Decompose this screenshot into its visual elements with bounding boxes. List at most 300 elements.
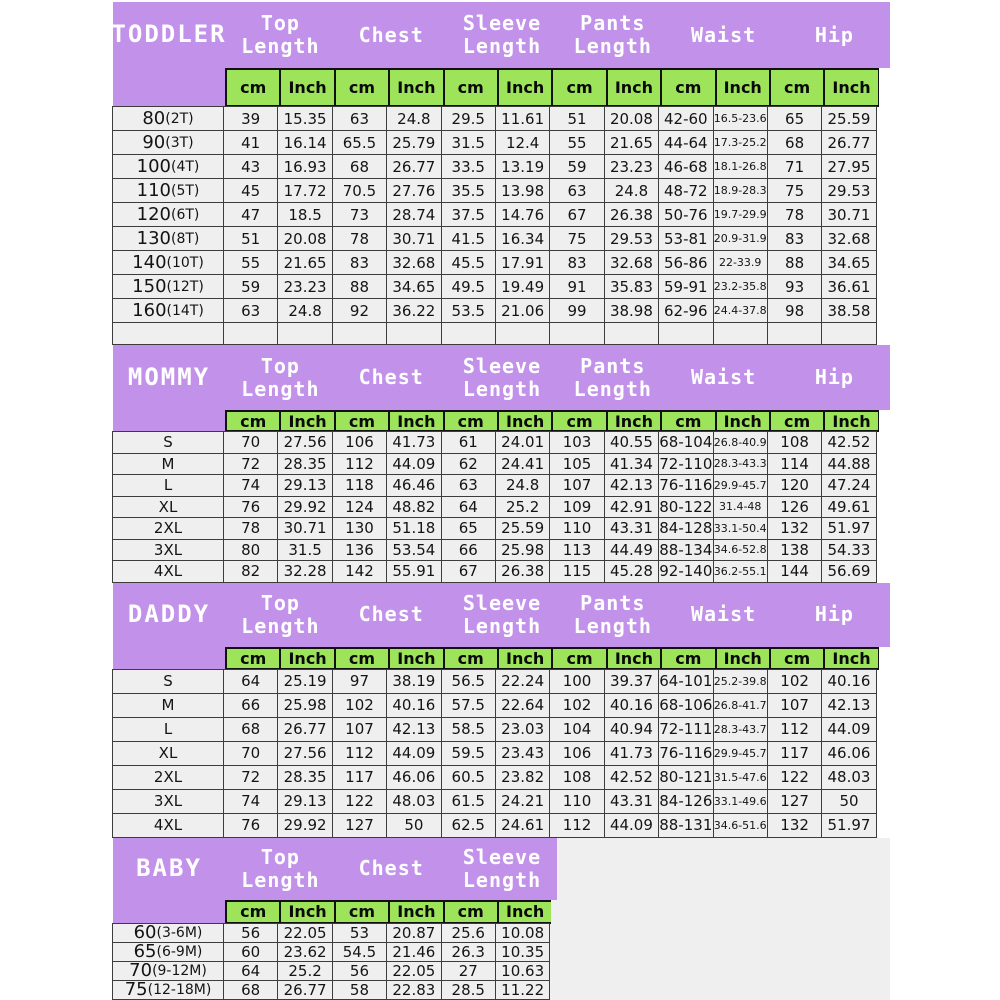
value-cell: 58: [332, 980, 387, 1000]
value-cell: 21.46: [386, 942, 441, 962]
value-cell: 36.22: [386, 298, 441, 323]
value-cell: 76: [223, 813, 278, 838]
unit-header-cell: cm: [334, 900, 389, 924]
size-age-tag: (4T): [170, 158, 200, 175]
group-header-cell: Hip: [814, 365, 854, 389]
value-cell: 29.53: [604, 226, 659, 251]
value-cell: 31.4-48: [713, 496, 768, 519]
value-cell: 45.28: [604, 560, 659, 583]
value-cell: 102: [767, 669, 822, 694]
size-row: [113, 694, 890, 718]
value-cell: 88-131: [658, 813, 713, 838]
size-label-cell: [112, 322, 224, 345]
value-cell: 54.5: [332, 942, 387, 962]
unit-header-cell: Inch: [823, 68, 878, 107]
value-cell: 30.71: [386, 226, 441, 251]
value-cell: 66: [223, 693, 278, 718]
value-cell: 56.69: [821, 560, 876, 583]
size-age-tag: (14T): [166, 302, 204, 319]
value-cell: 43.31: [604, 789, 659, 814]
value-cell: 42.91: [604, 496, 659, 519]
size-age-tag: (3T): [165, 134, 194, 151]
value-cell: 68-104: [658, 431, 713, 454]
value-cell: 27: [441, 961, 496, 981]
unit-header-cell: cm: [443, 900, 498, 924]
value-cell: 25.2: [277, 961, 332, 981]
size-row: [113, 251, 890, 275]
value-cell: 22.24: [495, 669, 550, 694]
value-cell: 11.61: [495, 106, 550, 131]
value-cell: 22.83: [386, 980, 441, 1000]
value-cell: 28.3-43.7: [713, 717, 768, 742]
value-cell: 23.62: [277, 942, 332, 962]
value-cell: 106: [549, 741, 604, 766]
value-cell: 27.56: [277, 431, 332, 454]
value-cell: 110: [549, 789, 604, 814]
size-number: 120: [136, 204, 171, 225]
value-cell: 29.13: [277, 474, 332, 497]
value-cell: 22.64: [495, 693, 550, 718]
value-cell: 127: [332, 813, 387, 838]
value-cell: 48.82: [386, 496, 441, 519]
value-cell: 42.52: [604, 765, 659, 790]
unit-header-cell: Inch: [823, 410, 878, 432]
value-cell: 42.13: [386, 717, 441, 742]
value-cell: 68: [332, 154, 387, 179]
value-cell: 46.06: [386, 765, 441, 790]
size-row: [113, 454, 890, 476]
value-cell: 80-122: [658, 496, 713, 519]
size-table-baby: [113, 838, 890, 1000]
size-row: [113, 275, 890, 299]
value-cell: 110: [549, 517, 604, 540]
value-cell: 29.5: [441, 106, 496, 131]
value-cell: 103: [549, 431, 604, 454]
value-cell: 28.35: [277, 453, 332, 476]
size-label-cell: [112, 961, 224, 981]
unit-header-cell: cm: [334, 68, 389, 107]
empty-filler: [550, 962, 890, 981]
size-row: [113, 981, 890, 1000]
value-cell: 44.09: [821, 717, 876, 742]
unit-header-row: [113, 410, 890, 432]
table-title: TODDLER: [111, 20, 227, 49]
value-cell: 93: [767, 274, 822, 299]
value-cell: 80: [223, 539, 278, 562]
size-table-mommy: [113, 345, 890, 583]
value-cell: 23.43: [495, 741, 550, 766]
value-cell: 25.79: [386, 130, 441, 155]
value-cell: 51.18: [386, 517, 441, 540]
unit-header-cell: cm: [769, 410, 824, 432]
table-title: MOMMY: [127, 362, 211, 391]
size-row: [113, 540, 890, 562]
value-cell: 23.82: [495, 765, 550, 790]
size-label-cell: 2XL: [112, 517, 224, 540]
value-cell: 124: [332, 496, 387, 519]
group-header-cell: Sleeve Length: [462, 353, 542, 401]
size-age-tag: (8T): [170, 230, 200, 247]
value-cell: 32.68: [604, 250, 659, 275]
size-label-cell: [112, 202, 224, 227]
value-cell: 45: [223, 178, 278, 203]
value-cell: 118: [332, 474, 387, 497]
size-age-tag: (12-18M): [147, 981, 212, 998]
unit-header-cell: Inch: [606, 410, 661, 432]
value-cell: 30.71: [821, 202, 876, 227]
value-cell: 115: [549, 560, 604, 583]
value-cell: 56.5: [441, 669, 496, 694]
size-row: [113, 227, 890, 251]
size-age-tag: (10T): [166, 254, 204, 271]
size-label-cell: XL: [112, 496, 224, 519]
value-cell: 29.9-45.7: [713, 741, 768, 766]
unit-header-cell: cm: [225, 410, 280, 432]
unit-header-cell: cm: [769, 647, 824, 670]
unit-header-spacer: [113, 647, 225, 670]
value-cell: 40.94: [604, 717, 659, 742]
value-cell: [441, 322, 496, 345]
unit-header-cell: cm: [551, 647, 606, 670]
value-cell: 64: [223, 669, 278, 694]
value-cell: 53-81: [658, 226, 713, 251]
table-title: BABY: [136, 853, 202, 882]
value-cell: 38.98: [604, 298, 659, 323]
group-header-cell: Hip: [814, 602, 854, 626]
value-cell: 88: [332, 274, 387, 299]
size-age-tag: (6T): [170, 206, 200, 223]
unit-header-cell: Inch: [715, 410, 770, 432]
value-cell: 63: [549, 178, 604, 203]
value-cell: 42.52: [821, 431, 876, 454]
value-cell: 34.65: [386, 274, 441, 299]
size-label-cell: [112, 923, 224, 943]
value-cell: 43.31: [604, 517, 659, 540]
value-cell: 73: [332, 202, 387, 227]
size-number: 60: [133, 922, 157, 943]
size-row: [113, 497, 890, 519]
unit-header-cell: cm: [551, 68, 606, 107]
size-table-toddler: [113, 2, 890, 345]
value-cell: 25.2: [495, 496, 550, 519]
value-cell: 138: [767, 539, 822, 562]
size-row: [113, 561, 890, 583]
value-cell: 78: [767, 202, 822, 227]
value-cell: 122: [332, 789, 387, 814]
value-cell: 32.68: [821, 226, 876, 251]
group-header-cell: Waist: [690, 602, 757, 626]
value-cell: 53: [332, 923, 387, 943]
value-cell: 37.5: [441, 202, 496, 227]
value-cell: 16.93: [277, 154, 332, 179]
size-table-daddy: [113, 583, 890, 838]
value-cell: 44.09: [386, 741, 441, 766]
size-row: [113, 299, 890, 323]
value-cell: 26.8-40.9: [713, 431, 768, 454]
group-header-cell: Top Length: [241, 590, 320, 638]
value-cell: 67: [549, 202, 604, 227]
value-cell: 64: [441, 496, 496, 519]
value-cell: 58.5: [441, 717, 496, 742]
value-cell: 51.97: [821, 517, 876, 540]
unit-header-cell: cm: [660, 647, 715, 670]
value-cell: 65: [767, 106, 822, 131]
unit-header-row: [113, 68, 890, 107]
value-cell: 23.2-35.8: [713, 274, 768, 299]
value-cell: 83: [332, 250, 387, 275]
unit-header-cell: cm: [443, 68, 498, 107]
value-cell: 70: [223, 741, 278, 766]
value-cell: [386, 322, 441, 345]
value-cell: 56-86: [658, 250, 713, 275]
size-age-tag: (5T): [170, 182, 200, 199]
unit-header-cell: Inch: [279, 410, 334, 432]
value-cell: 29.9-45.7: [713, 474, 768, 497]
group-header-row: [113, 838, 890, 900]
value-cell: 112: [767, 717, 822, 742]
value-cell: 20.87: [386, 923, 441, 943]
unit-header-cell: cm: [660, 68, 715, 107]
value-cell: 21.65: [604, 130, 659, 155]
value-cell: 16.14: [277, 130, 332, 155]
value-cell: 48.03: [821, 765, 876, 790]
value-cell: 32.68: [386, 250, 441, 275]
unit-header-cell: Inch: [388, 900, 443, 924]
value-cell: 40.16: [386, 693, 441, 718]
value-cell: 62.5: [441, 813, 496, 838]
value-cell: 107: [767, 693, 822, 718]
unit-header-cell: Inch: [497, 68, 552, 107]
value-cell: 61: [441, 431, 496, 454]
value-cell: 17.3-25.2: [713, 130, 768, 155]
group-header-row: [113, 2, 890, 68]
value-cell: 18.5: [277, 202, 332, 227]
size-label-cell: [112, 250, 224, 275]
value-cell: 55: [549, 130, 604, 155]
value-cell: 18.9-28.3: [713, 178, 768, 203]
unit-header-cell: Inch: [497, 900, 552, 924]
unit-header-cell: Inch: [823, 647, 878, 670]
value-cell: 108: [767, 431, 822, 454]
unit-header-spacer: [113, 900, 225, 924]
group-header-cell: Sleeve Length: [462, 11, 542, 58]
size-number: 100: [136, 156, 171, 177]
value-cell: 44.88: [821, 453, 876, 476]
value-cell: 63: [223, 298, 278, 323]
unit-header-cell: Inch: [606, 647, 661, 670]
value-cell: 34.6-51.6: [713, 813, 768, 838]
value-cell: [713, 322, 768, 345]
value-cell: 126: [767, 496, 822, 519]
value-cell: 80-121: [658, 765, 713, 790]
value-cell: 24.8: [277, 298, 332, 323]
value-cell: 38.58: [821, 298, 876, 323]
value-cell: 54.33: [821, 539, 876, 562]
size-label-cell: M: [112, 453, 224, 476]
size-label-cell: [112, 298, 224, 323]
size-row: [113, 962, 890, 981]
value-cell: 25.19: [277, 669, 332, 694]
value-cell: 71: [767, 154, 822, 179]
group-header-cell: Top Length: [241, 844, 320, 892]
empty-filler: [550, 943, 890, 962]
value-cell: 41.5: [441, 226, 496, 251]
group-header-cell: Chest: [358, 856, 424, 880]
value-cell: 41.73: [386, 431, 441, 454]
value-cell: 120: [767, 474, 822, 497]
value-cell: 109: [549, 496, 604, 519]
size-label-cell: [112, 274, 224, 299]
value-cell: 25.59: [495, 517, 550, 540]
size-label-cell: XL: [112, 741, 224, 766]
unit-header-cell: Inch: [388, 647, 443, 670]
value-cell: 26.8-41.7: [713, 693, 768, 718]
value-cell: 38.19: [386, 669, 441, 694]
value-cell: 29.53: [821, 178, 876, 203]
group-header-cell: Chest: [358, 365, 424, 389]
value-cell: 40.16: [604, 693, 659, 718]
group-header-cell: Sleeve Length: [462, 844, 542, 892]
group-header-cell: Sleeve Length: [462, 590, 542, 638]
value-cell: 65.5: [332, 130, 387, 155]
value-cell: 51: [549, 106, 604, 131]
size-label-cell: 2XL: [112, 765, 224, 790]
value-cell: 24.01: [495, 431, 550, 454]
value-cell: 23.03: [495, 717, 550, 742]
value-cell: 25.98: [277, 693, 332, 718]
value-cell: [277, 322, 332, 345]
value-cell: 15.35: [277, 106, 332, 131]
value-cell: 28.35: [277, 765, 332, 790]
value-cell: 11.22: [495, 980, 550, 1000]
value-cell: 51: [223, 226, 278, 251]
size-age-tag: (6-9M): [156, 943, 203, 960]
value-cell: 24.61: [495, 813, 550, 838]
value-cell: [549, 322, 604, 345]
value-cell: 44-64: [658, 130, 713, 155]
value-cell: 18.1-26.8: [713, 154, 768, 179]
value-cell: 66: [441, 539, 496, 562]
value-cell: 47: [223, 202, 278, 227]
value-cell: 20.9-31.9: [713, 226, 768, 251]
size-row: [113, 155, 890, 179]
value-cell: 107: [332, 717, 387, 742]
value-cell: 14.76: [495, 202, 550, 227]
value-cell: 22.05: [277, 923, 332, 943]
size-number: 140: [132, 252, 167, 273]
value-cell: 36.2-55.1: [713, 560, 768, 583]
value-cell: 62: [441, 453, 496, 476]
size-number: 65: [133, 941, 157, 962]
value-cell: 27.95: [821, 154, 876, 179]
value-cell: 34.65: [821, 250, 876, 275]
size-number: 110: [136, 180, 171, 201]
value-cell: 84-126: [658, 789, 713, 814]
value-cell: 43: [223, 154, 278, 179]
size-label-cell: [112, 942, 224, 962]
value-cell: 20.08: [604, 106, 659, 131]
value-cell: 70.5: [332, 178, 387, 203]
value-cell: 55: [223, 250, 278, 275]
value-cell: 27.56: [277, 741, 332, 766]
value-cell: 92-140: [658, 560, 713, 583]
size-label-cell: [112, 130, 224, 155]
size-number: 75: [124, 979, 148, 1000]
size-row: [113, 432, 890, 454]
unit-header-cell: Inch: [497, 410, 552, 432]
size-row: [113, 814, 890, 838]
value-cell: 40.16: [821, 669, 876, 694]
value-cell: 33.1-49.6: [713, 789, 768, 814]
size-chart-sheet: [113, 2, 890, 1000]
value-cell: 13.98: [495, 178, 550, 203]
value-cell: 56: [223, 923, 278, 943]
value-cell: [495, 322, 550, 345]
empty-filler: [557, 838, 890, 900]
value-cell: 27.76: [386, 178, 441, 203]
value-cell: 35.83: [604, 274, 659, 299]
value-cell: 16.5-23.6: [713, 106, 768, 131]
value-cell: 63: [332, 106, 387, 131]
group-header-cell: Pants Length: [573, 11, 652, 58]
value-cell: 28.74: [386, 202, 441, 227]
value-cell: 33.1-50.4: [713, 517, 768, 540]
value-cell: 64-101: [658, 669, 713, 694]
unit-header-cell: Inch: [279, 900, 334, 924]
unit-header-cell: Inch: [606, 68, 661, 107]
unit-header-cell: cm: [225, 68, 280, 107]
value-cell: 44.09: [386, 453, 441, 476]
value-cell: 41: [223, 130, 278, 155]
value-cell: 49.5: [441, 274, 496, 299]
value-cell: 40.55: [604, 431, 659, 454]
value-cell: 30.71: [277, 517, 332, 540]
value-cell: 113: [549, 539, 604, 562]
value-cell: 56: [332, 961, 387, 981]
value-cell: 72-111: [658, 717, 713, 742]
unit-header-row: [113, 647, 890, 670]
value-cell: 76-116: [658, 474, 713, 497]
group-header-cell: Waist: [690, 22, 757, 47]
value-cell: 39.37: [604, 669, 659, 694]
value-cell: 112: [332, 741, 387, 766]
value-cell: 22.05: [386, 961, 441, 981]
value-cell: 61.5: [441, 789, 496, 814]
value-cell: 21.65: [277, 250, 332, 275]
value-cell: 50: [821, 789, 876, 814]
size-label-cell: [112, 980, 224, 1000]
value-cell: 74: [223, 474, 278, 497]
value-cell: 17.91: [495, 250, 550, 275]
size-row: [113, 718, 890, 742]
value-cell: 59: [223, 274, 278, 299]
value-cell: 45.5: [441, 250, 496, 275]
size-row: [113, 742, 890, 766]
value-cell: 46-68: [658, 154, 713, 179]
value-cell: 23.23: [277, 274, 332, 299]
value-cell: 83: [549, 250, 604, 275]
value-cell: 25.6: [441, 923, 496, 943]
value-cell: 46.06: [821, 741, 876, 766]
unit-header-cell: cm: [225, 647, 280, 670]
size-age-tag: (12T): [166, 278, 204, 295]
value-cell: 70: [223, 431, 278, 454]
value-cell: 26.77: [821, 130, 876, 155]
value-cell: 106: [332, 431, 387, 454]
size-label-cell: [112, 106, 224, 131]
value-cell: 10.35: [495, 942, 550, 962]
value-cell: 36.61: [821, 274, 876, 299]
